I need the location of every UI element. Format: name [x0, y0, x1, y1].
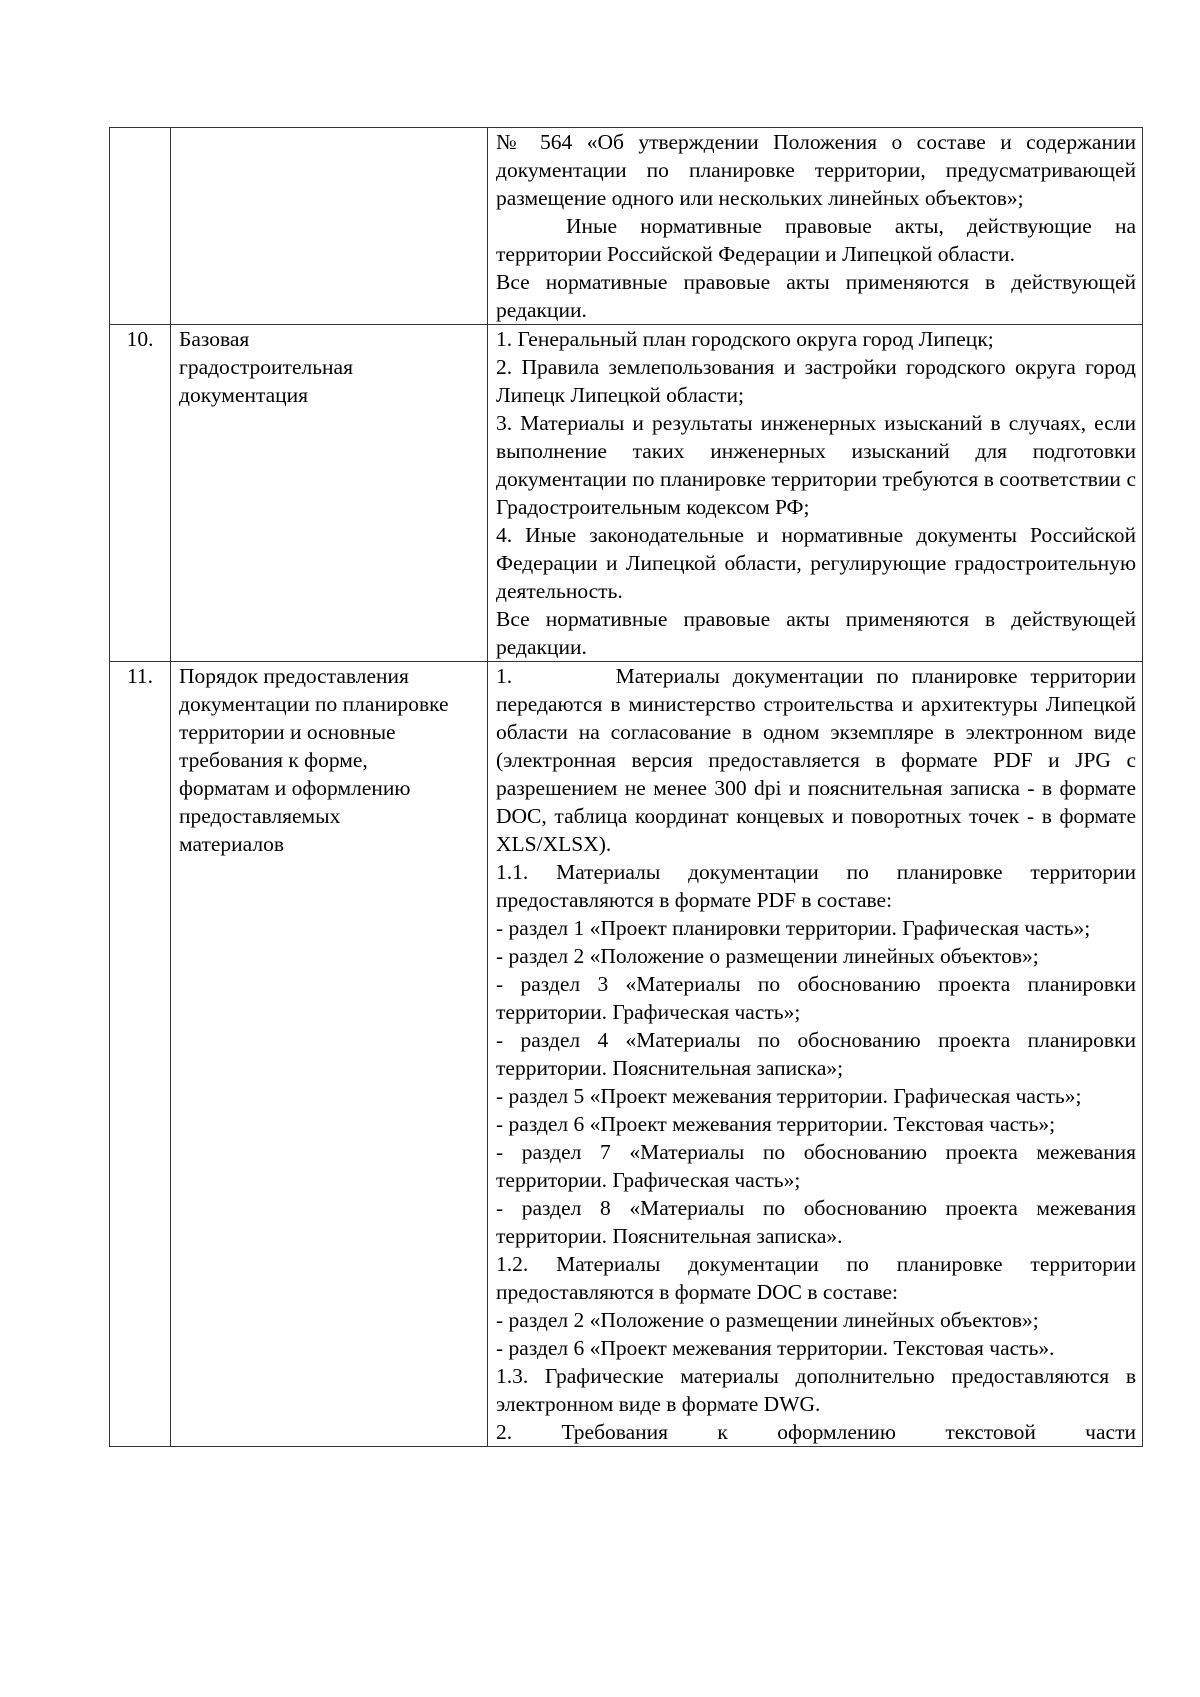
- paragraph: 2. Правила землепользования и застройки городского округа город Липецк Липецкой области;: [496, 355, 1136, 407]
- paragraph: № 564 «Об утверждении Положения о составе и содержании документации по планировке территории, предусматривающей размещение одного или нескольких линейных объектов»;: [496, 130, 1136, 210]
- row-number: [110, 128, 171, 325]
- paragraph: 3. Материалы и результаты инженерных изысканий в случаях, если выполнение таких инженерных изысканий для подготовки документации по планировке территории требуются в соответствии с Градостроительным кодексом РФ;: [496, 411, 1136, 519]
- paragraph: 1. Материалы документации по планировке территории передаются в министерство строительства и архитектуры Липецкой области на согласование в одном экземпляре в электронном виде (электронная версия предоставляется в формате PDF и JPG с разрешением не менее 300 dpi и пояснительная записка - в формате DOC, таблица координат концевых и поворотных точек - в формате XLS/XLSX).: [496, 664, 1136, 856]
- row-label-text: Базовая градостроительная документация: [179, 327, 353, 407]
- paragraph: 1. Генеральный план городского округа город Липецк;: [496, 327, 994, 351]
- paragraph: 1.2. Материалы документации по планировке территории предоставляются в формате DOC в составе:: [496, 1252, 1136, 1304]
- paragraph: - раздел 6 «Проект межевания территории. Текстовая часть».: [496, 1336, 1055, 1360]
- paragraph: - раздел 7 «Материалы по обоснованию проекта межевания территории. Графическая часть»;: [496, 1140, 1136, 1192]
- row-label: [171, 662, 488, 1447]
- row-number: 11.: [110, 662, 171, 1447]
- paragraph: Все нормативные правовые акты применяются в действующей редакции.: [496, 270, 1136, 322]
- row-content: [488, 325, 1143, 662]
- paragraph: - раздел 5 «Проект межевания территории. Графическая часть»;: [496, 1084, 1082, 1108]
- paragraph: 4. Иные законодательные и нормативные документы Российской Федерации и Липецкой области, регулирующие градостроительную деятельность.: [496, 523, 1136, 603]
- paragraph: - раздел 8 «Материалы по обоснованию проекта межевания территории. Пояснительная записка».: [496, 1196, 1136, 1248]
- paragraph: Иные нормативные правовые акты, действующие на территории Российской Федерации и Липецкой области.: [496, 214, 1136, 266]
- paragraph: 2. Требования к оформлению текстовой части: [496, 1420, 1136, 1444]
- row-number: 10.: [110, 325, 171, 662]
- table-row: [110, 128, 1143, 325]
- row-label: [171, 325, 488, 662]
- paragraph: - раздел 4 «Материалы по обоснованию проекта планировки территории. Пояснительная записка»;: [496, 1028, 1136, 1080]
- paragraph: - раздел 2 «Положение о размещении линейных объектов»;: [496, 1308, 1039, 1332]
- row-content: [488, 128, 1143, 325]
- paragraph: Все нормативные правовые акты применяются в действующей редакции.: [496, 607, 1136, 659]
- row-content: [488, 662, 1143, 1447]
- document-table: [109, 127, 1143, 1447]
- paragraph: - раздел 3 «Материалы по обоснованию проекта планировки территории. Графическая часть»;: [496, 972, 1136, 1024]
- row-label: [171, 128, 488, 325]
- table-row: [110, 325, 1143, 662]
- paragraph: - раздел 2 «Положение о размещении линейных объектов»;: [496, 944, 1039, 968]
- paragraph: - раздел 1 «Проект планировки территории. Графическая часть»;: [496, 916, 1091, 940]
- row-label-text: Порядок предоставления документации по планировке территории и основные требования к форме, форматам и оформлению предоставляемых материалов: [179, 664, 449, 856]
- table-row: [110, 662, 1143, 1447]
- paragraph: - раздел 6 «Проект межевания территории. Текстовая часть»;: [496, 1112, 1056, 1136]
- paragraph: 1.3. Графические материалы дополнительно предоставляются в электронном виде в формате DWG.: [496, 1364, 1136, 1416]
- paragraph: 1.1. Материалы документации по планировке территории предоставляются в формате PDF в составе:: [496, 860, 1136, 912]
